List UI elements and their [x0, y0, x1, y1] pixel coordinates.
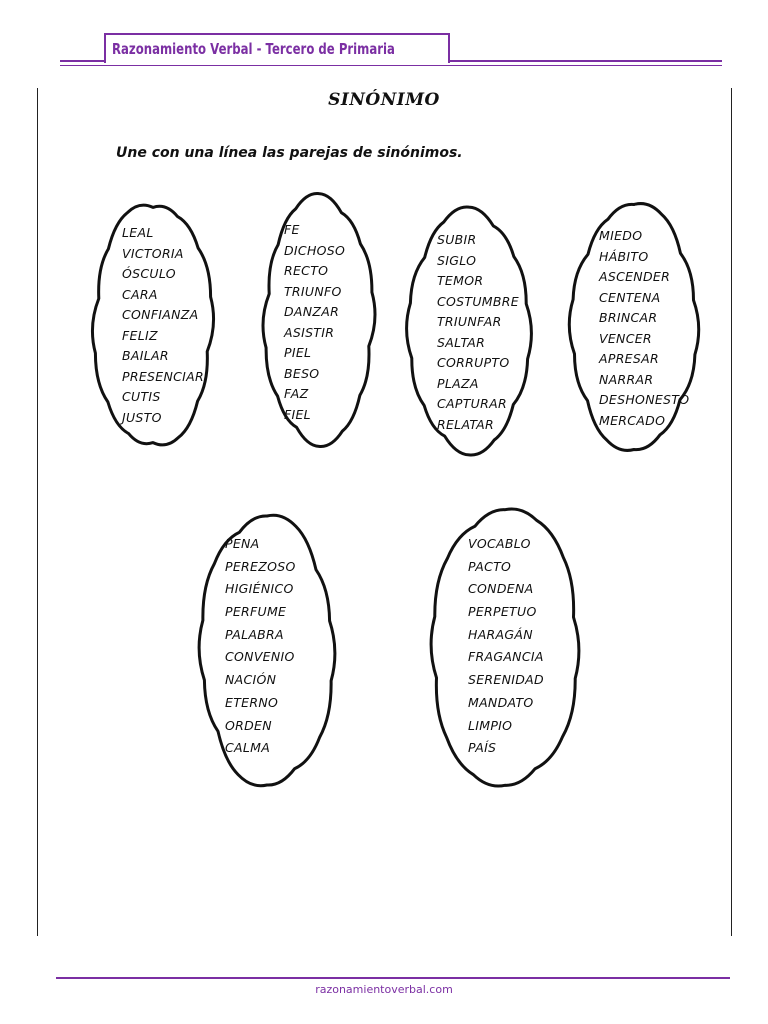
word-cloud-1	[88, 195, 218, 455]
word-item: FIEL	[284, 406, 311, 422]
word-item: DESHONESTO	[599, 392, 690, 407]
word-item: CORRUPTO	[437, 355, 510, 370]
word-item: MANDATO	[468, 694, 534, 710]
word-item: TEMOR	[437, 273, 484, 288]
word-item: BRINCAR	[599, 310, 658, 325]
word-item: PAÍS	[468, 740, 497, 756]
word-item: SALTAR	[437, 334, 486, 350]
word-item: ASCENDER	[599, 269, 671, 284]
word-item: VENCER	[599, 330, 652, 346]
word-item: CONDENA	[468, 581, 534, 597]
word-item: LIMPIO	[468, 717, 513, 733]
word-list-4	[599, 228, 689, 433]
word-item: SERENIDAD	[468, 672, 544, 688]
word-item: MERCADO	[599, 412, 666, 428]
word-item: PERPETUO	[468, 604, 537, 620]
word-item: TRIUNFAR	[437, 314, 502, 329]
word-list-1	[122, 225, 204, 430]
word-item: FRAGANCIA	[468, 649, 544, 665]
word-item: PACTO	[468, 558, 512, 574]
word-cloud-3	[403, 202, 535, 460]
word-item: CAPTURAR	[437, 396, 507, 411]
word-item: HIGIÉNICO	[225, 581, 294, 597]
word-item: DANZAR	[284, 304, 340, 319]
word-item: JUSTO	[122, 409, 162, 425]
word-item: PIEL	[284, 345, 312, 360]
instruction-text: Une con una línea las parejas de sinónimos.	[116, 145, 463, 161]
word-item: HARAGÁN	[468, 626, 533, 642]
word-item: MIEDO	[599, 228, 643, 243]
word-item: LEAL	[122, 225, 154, 240]
word-item: ORDEN	[225, 717, 272, 733]
word-item: PEREZOSO	[225, 558, 296, 574]
word-item: CALMA	[225, 740, 271, 756]
word-item: CONFIANZA	[122, 307, 199, 322]
word-item: NACIÓN	[225, 672, 277, 688]
header-rule-bottom	[60, 65, 722, 66]
word-item: CUTIS	[122, 389, 161, 404]
footer-rule	[56, 977, 730, 979]
word-item: PALABRA	[225, 626, 284, 642]
word-item: SIGLO	[437, 252, 477, 268]
word-list-5	[225, 536, 296, 763]
word-item: CARA	[122, 286, 158, 302]
word-item: CONVENIO	[225, 649, 295, 665]
header-title: Razonamiento Verbal - Tercero de Primaria	[112, 40, 395, 58]
word-item: ETERNO	[225, 694, 279, 710]
word-item: COSTUMBRE	[437, 293, 519, 309]
word-list-3	[437, 232, 519, 437]
word-item: VOCABLO	[468, 536, 531, 551]
word-item: ÓSCULO	[122, 266, 176, 281]
word-item: NARRAR	[599, 371, 654, 387]
word-item: FE	[284, 222, 300, 237]
word-item: RELATAR	[437, 416, 495, 432]
word-item: VICTORIA	[122, 245, 184, 261]
page-title: SINÓNIMO	[328, 90, 440, 110]
word-item: RECTO	[284, 263, 329, 278]
word-item: PERFUME	[225, 604, 287, 620]
header-tab	[104, 33, 450, 63]
word-cloud-2	[258, 190, 380, 450]
word-cloud-4	[565, 198, 703, 456]
right-margin-line	[731, 88, 732, 936]
word-item: FAZ	[284, 386, 309, 401]
word-list-6	[468, 536, 544, 763]
word-cloud-5	[194, 508, 340, 793]
word-item: BAILAR	[122, 348, 169, 363]
word-item: PRESENCIAR	[122, 368, 204, 384]
word-item: APRESAR	[599, 351, 659, 366]
word-cloud-6	[425, 500, 585, 795]
footer-site: razonamientoverbal.com	[315, 983, 453, 996]
word-item: PLAZA	[437, 375, 479, 391]
word-item: BESO	[284, 365, 320, 381]
word-item: SUBIR	[437, 232, 477, 247]
word-item: HÁBITO	[599, 248, 649, 264]
word-item: PENA	[225, 536, 260, 551]
word-item: TRIUNFO	[284, 283, 342, 299]
word-item: DICHOSO	[284, 242, 346, 258]
word-list-2	[284, 222, 345, 427]
word-item: ASISTIR	[284, 324, 335, 340]
left-margin-line	[37, 88, 38, 936]
word-item: CENTENA	[599, 289, 661, 305]
word-item: FELIZ	[122, 327, 158, 343]
